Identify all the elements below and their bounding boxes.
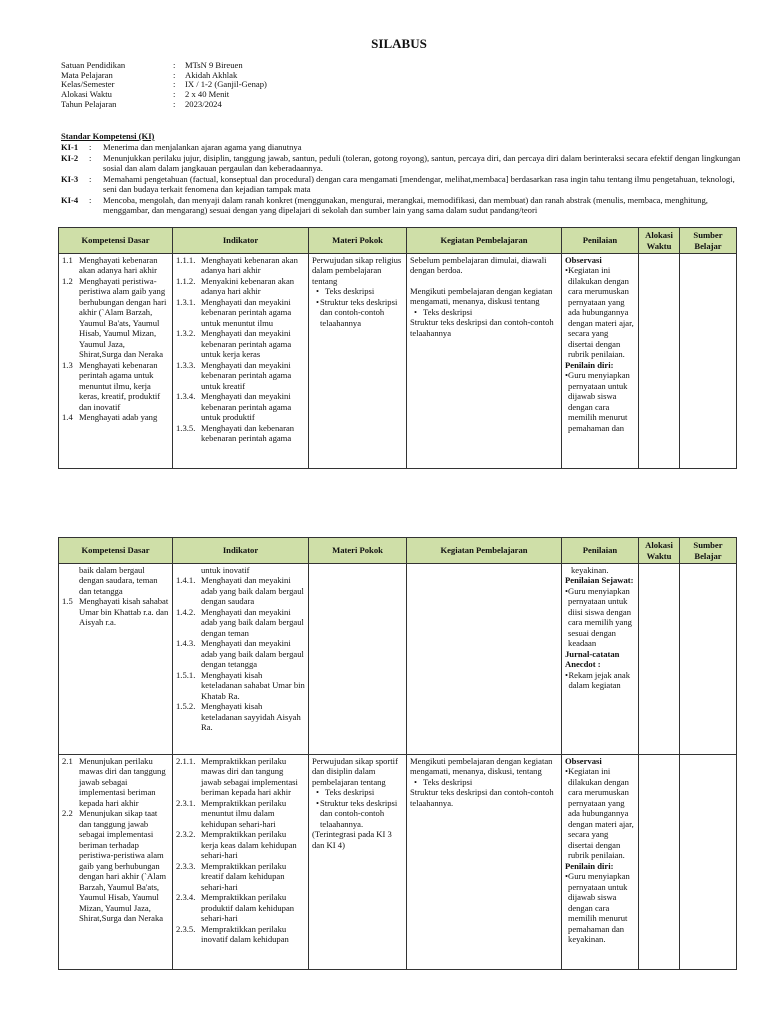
col-header-penilaian: Penilaian [562, 538, 639, 564]
list-item: 2.3.2. Mempraktikkan perilaku kerja keas dalam kehidupan sehari-hari [176, 829, 297, 861]
col-header-materi: Materi Pokok [309, 228, 407, 254]
ki-text: Mencoba, mengolah, dan menyaji dalam ranah konkret (menggunakan, mengurai, merangkai, memodifikasi, dan membuat) dan ranah abstrak (menulis, membaca, menghitung, menggambar, dan mengarang) sesuai dengan yang dipelajari di sekolah dan sumber lain yang sama dalam sudut pandang/teori [103, 194, 708, 216]
list-item: 2.1 Menunjukan perilaku mawas diri dan tanggung jawab sebagai implementasi beriman kepada hari akhir [62, 756, 166, 808]
info-key: Tahun Pelajaran [61, 98, 117, 109]
col-header-alokasi: Alokasi Waktu [639, 228, 680, 254]
info-value: IX / 1-2 (Ganjil-Genap) [185, 79, 267, 90]
table-header-row [59, 228, 737, 254]
list-item: • Struktur teks deskripsi dan contoh-contoh telaahannya [316, 296, 398, 328]
sumber-cell [680, 254, 737, 469]
col-header-sumber: Sumber Belajar [680, 538, 737, 564]
col-header-sumber: Sumber Belajar [680, 228, 737, 254]
table-row [59, 755, 737, 970]
table-header-row [59, 538, 737, 564]
info-row: Kelas/Semester : IX / 1-2 (Ganjil-Genap) [61, 79, 267, 90]
info-key: Satuan Pendidikan [61, 60, 126, 70]
alokasi-cell [639, 755, 680, 970]
kd-cell [62, 255, 169, 467]
identity-block [61, 60, 267, 108]
col-header-materi: Materi Pokok [309, 538, 407, 564]
list-item: 1.1 Menghayati kebenaran akan adanya hari akhir [62, 255, 158, 276]
indikator-cell [176, 255, 305, 467]
syllabus-table-2 [58, 537, 737, 970]
list-item: 1.3.2. Menghayati dan meyakini kebenaran perintah agama untuk kerja keras [176, 328, 292, 360]
info-key: Kelas/Semester [61, 79, 115, 90]
col-header-indikator: Indikator [173, 228, 309, 254]
kd-cell: baik dalam bergaul dengan saudara, teman dan tetangga 1.5 Menghayati kisah sahabat Umar bin Khattab r.a. dan Aisyah r.a. [62, 565, 169, 628]
indikator-cell: untuk inovatif 1.4.1. Menghayati dan meyakini adab yang baik dalam bergaul dengan saudara 1.4.2. Menghayati dan meyakini adab yang baik dalam bergaul dengan teman 1.4.3. Menghayati dan meyakini adab yang baik dalam bergaul dengan tetangga 1.5.1. Menghayati kisah keteladanan sahabat Umar bin Khatab Ra. 1.5.2. Menghayati kisah keteladanan sayyidah Aisyah Ra. [176, 565, 305, 733]
info-row: Satuan Pendidikan : MTsN 9 Bireuen [61, 60, 243, 70]
core-competence-section [61, 131, 741, 216]
list-item: 1.4 Menghayati adab yang [62, 412, 158, 423]
col-header-penilaian: Penilaian [562, 228, 639, 254]
document-title: SILABUS [371, 36, 427, 51]
materi-cell: Perwujudan sikap religius dalam pembelajaran tentang • Teks deskripsi • Struktur teks deskripsi dan contoh-contoh telaahannya [312, 255, 402, 328]
ki-row: KI-3 : Memahami pengetahuan (factual, konseptual dan procedural) dengan cara mengamati [mendengar, melihat,membaca] berdasarkan rasa ingin tahu tentang ilmu pengetahuan, teknologi, seni dan budaya terkait fenomena dan kejadian tampak mata [61, 174, 741, 195]
info-value: Akidah Akhlak [185, 69, 238, 80]
info-key: Mata Pelajaran [61, 69, 113, 80]
materi-cell: Perwujudan sikap sportif dan disiplin dalam pembelajaran tentang • Teks deskripsi • Struktur teks deskripsi dan contoh-contoh telaahannya. (Terintegrasi pada KI 3 dan KI 4) [312, 756, 403, 968]
list-item: • Rekam jejak anak dalam kegiatan [565, 669, 630, 691]
list-item: • Teks deskripsi [414, 306, 473, 317]
ki-row: KI-1 : Menerima dan menjalankan ajaran agama yang dianutnya [61, 142, 741, 152]
alokasi-cell [639, 254, 680, 469]
list-item: 1.4.1. Menghayati dan meyakini adab yang baik dalam bergaul dengan saudara [176, 575, 304, 607]
col-header-kd: Kompetensi Dasar [59, 228, 173, 254]
kegiatan-cell: Mengikuti pembelajaran dengan kegiatan mengamati, menanya, diskusi, tentang • Teks deskripsi Struktur teks deskripsi dan contoh-contoh telaahannya. [410, 756, 558, 968]
table-row [59, 564, 737, 755]
ki-text: Memahami pengetahuan (factual, konseptual dan procedural) dengan cara mengamati [mendengar, melihat,membaca] berdasarkan rasa ingin tahu tentang ilmu pengetahuan, teknologi, seni dan budaya terkait fenomena dan kejadian tampak mata [103, 173, 735, 195]
list-item: 1.3.5. Menghayati dan kebenaran kebenaran perintah agama [176, 422, 295, 444]
list-item: 1.4.3. Menghayati dan meyakini adab yang baik dalam bergaul dengan tetangga [176, 638, 304, 670]
list-item: 1.4.2. Menghayati dan meyakini adab yang baik dalam bergaul dengan teman [176, 606, 304, 638]
list-item: 1.5 Menghayati kisah sahabat Umar bin Khattab r.a. dan Aisyah r.a. [62, 596, 169, 628]
list-item: 2.3.5. Mempraktikkan perilaku inovatif dalam kehidupan [176, 923, 289, 945]
list-item: • Kegiatan ini dilakukan dengan cara merumuskan pernyataan yang ada hubungannya dengan materi ajar, secara yang disertai dengan rubrik penilaian. [565, 265, 634, 360]
sumber-cell [680, 755, 737, 970]
list-item: 1.5.2. Menghayati kisah keteladanan sayyidah Aisyah Ra. [176, 701, 301, 733]
list-item: • Kegiatan ini dilakukan dengan cara merumuskan pernyataan yang ada hubungannya dengan materi ajar, secara yang disertai dengan rubrik penilaian. [565, 766, 634, 861]
penilaian-cell: keyakinan. Penilaian Sejawat: • Guru menyiapkan pernyataan untuk diisi siswa dengan cara memilih yang sesuai dengan keadaan Jurnal-catatan Anecdot : • Rekam jejak anak dalam kegiatan [565, 565, 634, 691]
list-item: • Guru menyiapkan pernyataan untuk diisi siswa dengan cara memilih yang sesuai dengan keadaan [565, 585, 632, 649]
list-item: 1.1.1. Menghayati kebenaran akan adanya hari akhir [176, 255, 298, 276]
list-item: • Struktur teks deskripsi dan contoh-contoh telaahannya. [316, 797, 398, 829]
list-item: 1.3.3. Menghayati dan meyakini kebenaran perintah agama untuk kreatif [176, 359, 292, 391]
kd-cell [62, 756, 169, 968]
col-header-kegiatan: Kegiatan Pembelajaran [407, 538, 562, 564]
list-item: • Guru menyiapkan pernyataan untuk dijawab siswa dengan cara memilih menurut pemahaman dan [565, 370, 630, 433]
list-item: 2.1.1. Mempraktikkan perilaku mawas diri dan tangung jawab sebagai implementasi beriman kepada hari akhir [176, 756, 298, 798]
kegiatan-cell: Sebelum pembelajaran dimulai, diawali dengan berdoa. Mengikuti pembelajaran dengan kegiatan mengamati, menanya, diskusi tentang • Teks deskripsi Struktur teks deskripsi dan contoh-contoh telaahannya [410, 255, 558, 467]
info-value: 2023/2024 [185, 98, 222, 109]
list-item: 1.1.2. Menyakini kebenaran akan adanya hari akhir [176, 275, 295, 297]
syllabus-table-1 [58, 227, 737, 469]
ki-row: KI-4 : Mencoba, mengolah, dan menyaji dalam ranah konkret (menggunakan, mengurai, merangkai, memodifikasi, dan membuat) dan ranah abstrak (menulis, membaca, menghitung, menggambar, dan mengarang) sesuai dengan yang dipelajari di sekolah dan sumber lain yang sama dalam sudut pandang/teori [61, 195, 741, 216]
list-item: 1.2 Menghayati peristiwa-peristiwa alam gaib yang berhubungan dengan hari akhir (`Alam Barzah, Yaumul Ba'ats, Yaumul Hisab, Yaumul Mizan, Yaumul Jaza, Shirat,Surga dan Neraka [62, 275, 167, 360]
ki-row: KI-2 : Menunjukkan perilaku jujur, disiplin, tanggung jawab, santun, peduli (toleran, gotong royong), santun, percaya diri, dan percaya diri dalam berinteraksi secara efektif dengan lingkungan sosial dan alam dalam jangkauan pergaulan dan keberadaannya. [61, 152, 741, 174]
ki-heading: Standar Kompetensi (KI) [61, 131, 155, 141]
info-value: MTsN 9 Bireuen [185, 60, 243, 70]
info-key: Alokasi Waktu [61, 89, 112, 100]
kegiatan-cell [407, 564, 562, 755]
list-item: 1.5.1. Menghayati kisah keteladanan sahabat Umar bin Khatab Ra. [176, 669, 305, 701]
info-value: 2 x 40 Menit [185, 89, 230, 100]
list-item: 2.2 Menunjukan sikap taat dan tanggung jawab sebagai implementasi beriman terhadap peristiwa-peristiwa alam gaib yang berhubungan dengan hari akhir (`Alam Barzah, Yaumul Ba'ats, Yaumul Hisab, Yaumul Mizan, Yaumul Jaza, Shirat,Surga dan Neraka [62, 808, 167, 924]
list-item: • Teks deskripsi [316, 286, 375, 297]
materi-cell [309, 564, 407, 755]
ki-text: Menunjukkan perilaku jujur, disiplin, tanggung jawab, santun, peduli (toleran, gotong royong), santun, percaya diri, dan percaya diri dalam berinteraksi secara efektif dengan lingkungan sosial dan alam dalam jangkauan pergaulan dan keberadaannya. [103, 152, 741, 174]
col-header-alokasi: Alokasi Waktu [639, 538, 680, 564]
info-row: Tahun Pelajaran : 2023/2024 [61, 98, 222, 109]
ki-text: Menerima dan menjalankan ajaran agama yang dianutnya [103, 142, 302, 153]
list-item: 2.3.4. Mempraktikkan perilaku produktif dalam kehidupan sehari-hari [176, 892, 295, 924]
col-header-kegiatan: Kegiatan Pembelajaran [407, 228, 562, 254]
sumber-cell [680, 564, 737, 755]
penilaian-cell: Observasi • Kegiatan ini dilakukan dengan cara merumuskan pernyataan yang ada hubungannya dengan materi ajar, secara yang disertai dengan rubrik penilaian. Penilain diri: • Guru menyiapkan pernyataan untuk dijawab siswa dengan cara memilih menurut pemahaman dan [565, 255, 634, 433]
indikator-cell [176, 756, 305, 968]
list-item: 1.3.4. Menghayati dan meyakini kebenaran perintah agama untuk produktif [176, 391, 292, 423]
alokasi-cell [639, 564, 680, 755]
col-header-indikator: Indikator [173, 538, 309, 564]
info-row: Alokasi Waktu : 2 x 40 Menit [61, 89, 230, 100]
list-item: 2.3.3. Mempraktikkan perilaku kreatif dalam kehidupan sehari-hari [176, 860, 287, 892]
list-item: 1.3 Menghayati kebenaran perintah agama untuk menuntut ilmu, kerja keras, kreatif, produktif dan inovatif [62, 359, 161, 412]
list-item: • Guru menyiapkan pernyataan untuk dijawab siswa dengan cara memilih menurut pemahaman dan keyakinan. [565, 871, 630, 945]
list-item: 1.3.1. Menghayati dan meyakini kebenaran perintah agama untuk menuntut ilmu [176, 296, 292, 328]
table-row [59, 254, 737, 469]
list-item: • Teks deskripsi [316, 787, 375, 798]
list-item: 2.3.1. Mempraktikkan perilaku menuntut ilmu dalam kehidupan sehari-hari [176, 797, 287, 829]
info-row: Mata Pelajaran : Akidah Akhlak [61, 69, 238, 80]
col-header-kd: Kompetensi Dasar [59, 538, 173, 564]
penilaian-cell: Observasi • Kegiatan ini dilakukan dengan cara merumuskan pernyataan yang ada hubungannya dengan materi ajar, secara yang disertai dengan rubrik penilaian. Penilain diri: • Guru menyiapkan pernyataan untuk dijawab siswa dengan cara memilih menurut pemahaman dan keyakinan. [565, 756, 634, 945]
list-item: • Teks deskripsi [414, 776, 473, 787]
